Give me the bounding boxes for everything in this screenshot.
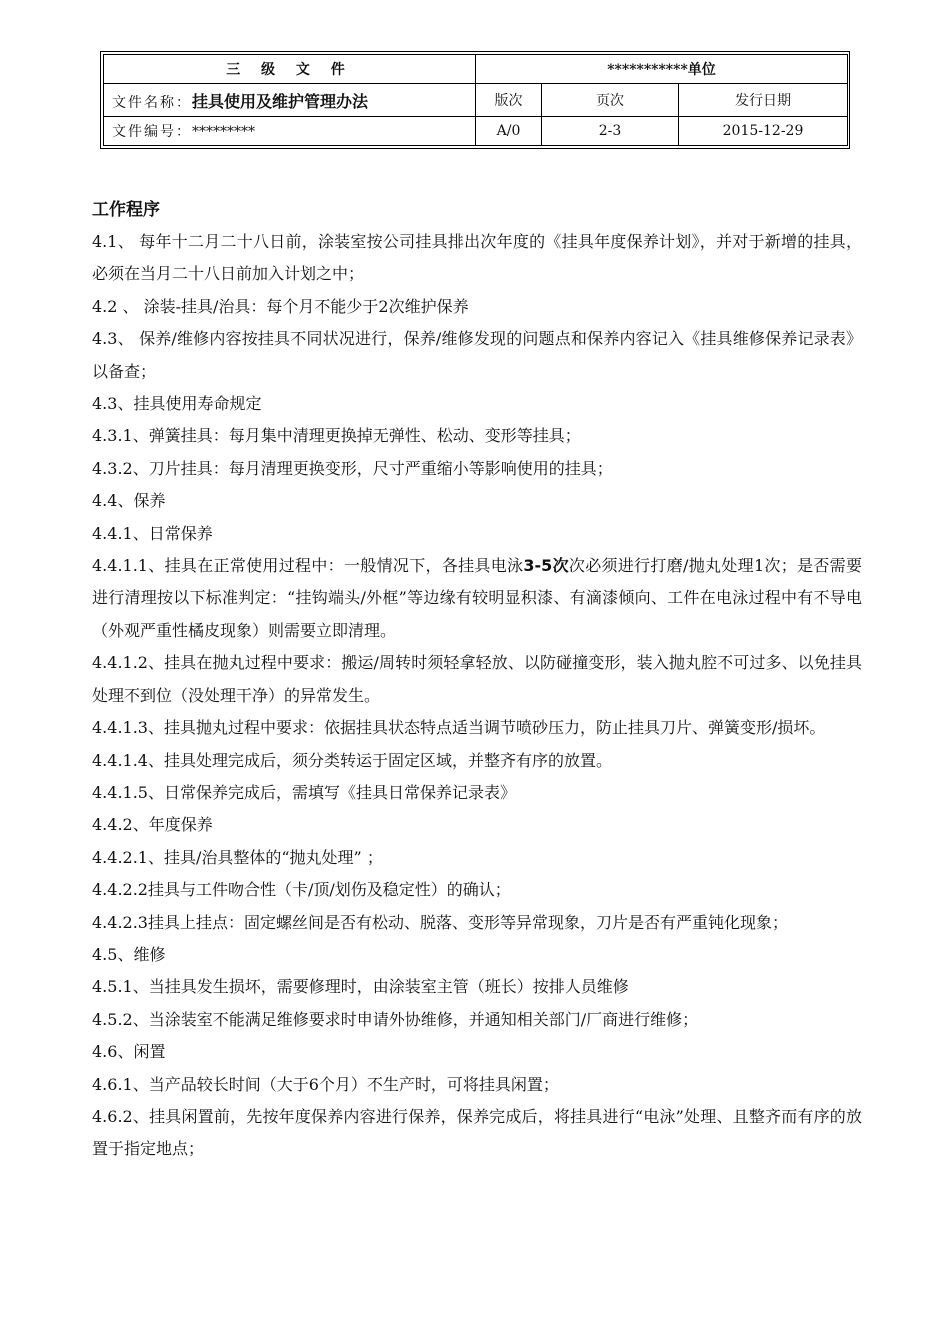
file-name-label: 文件名称： <box>112 94 192 111</box>
paragraph-4-4-1-3: 4.4.1.3、挂具抛丸过程中要求：依据挂具状态特点适当调节喷砂压力，防止挂具刀片、弹簧变形/损坏。 <box>92 718 826 738</box>
unit-name: ***********单位 <box>476 55 848 84</box>
paragraph-4-3-2: 4.3.2、刀片挂具：每月清理更换变形，尺寸严重缩小等影响使用的挂具； <box>92 458 613 478</box>
paragraph-4-3-heading: 4.3、挂具使用寿命规定 <box>92 394 262 414</box>
paragraph-4-6: 4.6、闲置 <box>92 1042 166 1062</box>
version-label: 版次 <box>476 84 542 117</box>
file-code-cell <box>104 117 476 146</box>
paragraph-4-4-1-2: 4.4.1.2、挂具在抛丸过程中要求：搬运/周转时须轻拿轻放、以防碰撞变形，装入抛丸腔不可过多、以免挂具处理不到位（没处理干净）的异常发生。 <box>92 653 862 705</box>
paragraph-4-1: 4.1、 每年十二月二十八日前，涂装室按公司挂具排出次年度的《挂具年度保养计划》，并对于新增的挂具，必须在当月二十八日前加入计划之中； <box>92 232 862 284</box>
version-value: A/0 <box>476 117 542 146</box>
file-name-cell <box>104 84 476 117</box>
paragraph-4-6-2: 4.6.2、挂具闲置前，先按年度保养内容进行保养，保养完成后，将挂具进行“电泳”处理、且整齐而有序的放置于指定地点； <box>92 1106 862 1159</box>
date-label: 发行日期 <box>679 84 848 117</box>
paragraph-4-6-1: 4.6.1、当产品较长时间（大于6个月）不生产时，可将挂具闲置； <box>92 1074 559 1094</box>
paragraph-4-4-1-1 <box>92 550 862 647</box>
file-name-value: 挂具使用及维护管理办法 <box>192 91 369 111</box>
page-value: 2-3 <box>542 117 679 146</box>
paragraph-4-4-1-1-start: 4.4.1.1、挂具在正常使用过程中：一般情况下，各挂具电泳 <box>92 556 524 576</box>
paragraph-4-3: 4.3、 保养/维修内容按挂具不同状况进行，保养/维修发现的问题点和保养内容记入《挂具维修保养记录表》以备查； <box>92 329 862 381</box>
file-code-value: ********* <box>192 124 255 140</box>
paragraph-4-4-1-1-end: 次必须进行打磨/抛丸处理1次；是否需要进行清理按以下标准判定：“挂钩端头/外框”等边缘有较明显积漆、有滴漆倾向、工件在电泳过程中有不导电（外观严重性橘皮现象）则需要立即清理。 <box>92 556 862 640</box>
paragraph-4-4-2-2: 4.4.2.2挂具与工件吻合性（卡/顶/划伤及稳定性）的确认； <box>92 880 511 900</box>
paragraph-4-3-1: 4.3.1、弹簧挂具：每月集中清理更换掉无弹性、松动、变形等挂具； <box>92 426 581 446</box>
file-code-label: 文件编号： <box>112 124 192 140</box>
paragraph-4-4-2-3: 4.4.2.3挂具上挂点：固定螺丝间是否有松动、脱落、变形等异常现象，刀片是否有严重钝化现象； <box>92 912 788 932</box>
paragraph-4-5: 4.5、维修 <box>92 944 166 964</box>
paragraph-4-4-1: 4.4.1、日常保养 <box>92 523 213 543</box>
paragraph-4-5-1: 4.5.1、当挂具发生损坏，需要修理时，由涂装室主管（班长）按排人员维修 <box>92 977 629 997</box>
paragraph-4-4-1-1-bold: 3-5次 <box>523 556 569 576</box>
page-label: 页次 <box>542 84 679 117</box>
paragraph-4-4-2-1: 4.4.2.1、挂具/治具整体的“抛丸处理” ； <box>92 847 383 867</box>
section-title: 工作程序 <box>92 200 160 220</box>
date-value: 2015-12-29 <box>679 117 848 146</box>
paragraph-4-4-1-5: 4.4.1.5、日常保养完成后，需填写《挂具日常保养记录表》 <box>92 782 516 802</box>
document-level: 三 级 文 件 <box>104 55 476 84</box>
document-header <box>100 51 850 149</box>
document-body <box>92 194 862 1166</box>
paragraph-4-4-1-4: 4.4.1.4、挂具处理完成后，须分类转运于固定区域，并整齐有序的放置。 <box>92 750 612 770</box>
header-table <box>103 54 848 146</box>
paragraph-4-5-2: 4.5.2、当涂装室不能满足维修要求时申请外协维修，并通知相关部门/厂商进行维修； <box>92 1009 699 1029</box>
paragraph-4-4: 4.4、保养 <box>92 491 166 511</box>
paragraph-4-4-2: 4.4.2、年度保养 <box>92 815 213 835</box>
paragraph-4-2: 4.2 、 涂装-挂具/治具：每个月不能少于2次维护保养 <box>92 296 469 316</box>
